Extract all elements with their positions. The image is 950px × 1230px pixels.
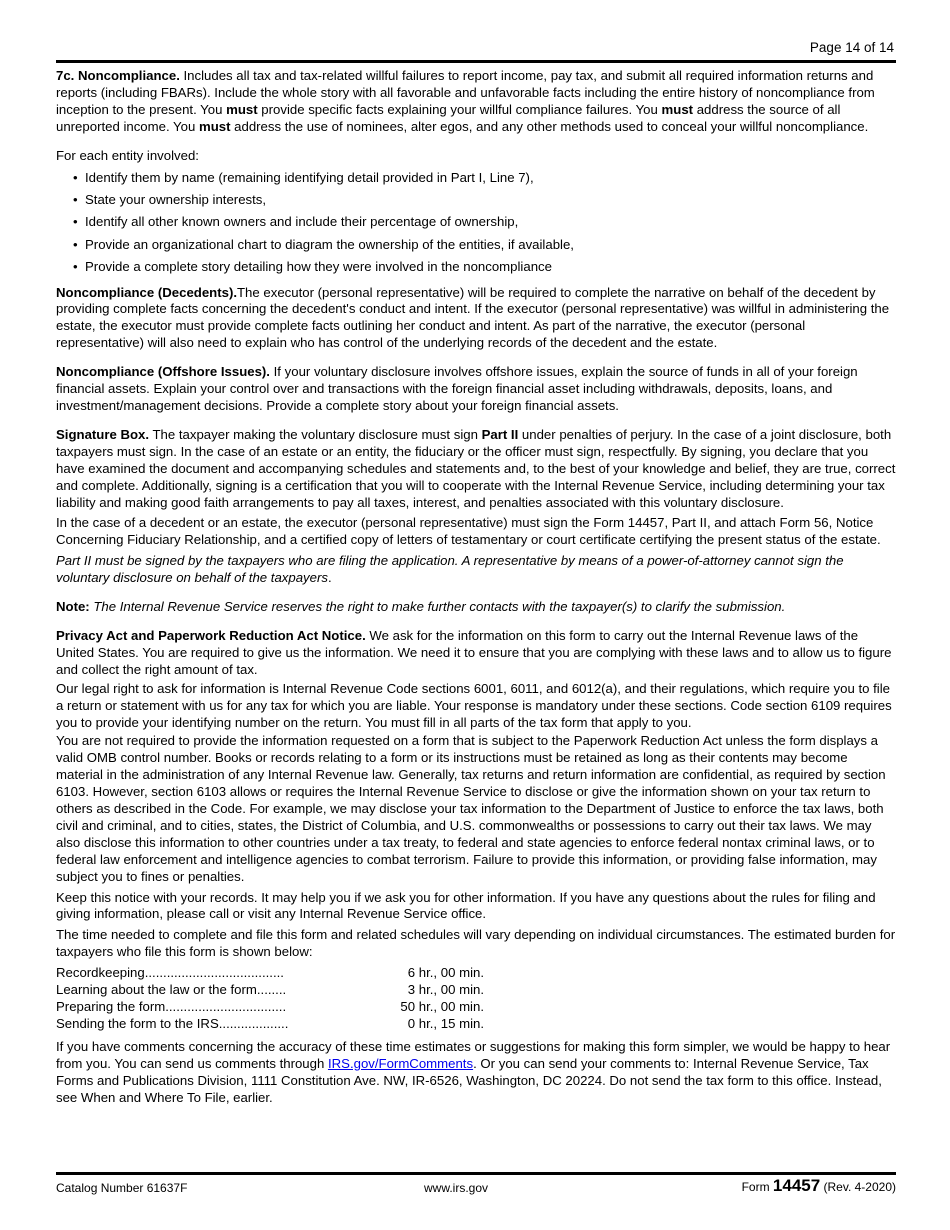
section-7c-noncompliance: 7c. Noncompliance. Includes all tax and tax-related willful failures to report income, pay tax, and submit all required information returns and reports (including FBARs). Include the whole story with all favorable and unfavorable facts including the entire history of noncompliance from inception to the present. You must provide specific facts explaining your willful compliance failures. You must address the source of all unreported income. You must address the use of nominees, alter egos, and any other methods used to conceal your willful noncompliance. <box>56 68 875 134</box>
list-item: • Identify them by name (remaining identifying detail provided in Part I, Line 7), <box>73 167 896 189</box>
page-number: Page 14 of 14 <box>809 40 894 55</box>
list-item: • Provide an organizational chart to diagram the ownership of the entities, if available, <box>73 234 896 256</box>
form-comments-link[interactable]: IRS.gov/FormComments <box>327 1055 474 1071</box>
entity-requirements-list <box>56 167 896 279</box>
privacy-time-estimate: The time needed to complete and file this form and related schedules will vary depending on individual circumstances. The estimated burden for taxpayers who file this form is shown below: <box>56 927 896 960</box>
form-number: 14457 <box>772 1176 821 1195</box>
table-row <box>56 999 484 1016</box>
footer-rule <box>56 1172 896 1175</box>
list-item: • Identify all other known owners and include their percentage of ownership, <box>73 211 896 233</box>
entity-intro: For each entity involved: <box>56 147 199 163</box>
comments-paragraph: If you have comments concerning the accuracy of these time estimates or suggestions for making this form simpler, we would be happy to hear from you. You can send us comments through IRS.gov/FormComments. Or you can send your comments to: Internal Revenue Service, Tax Forms and Publications Division, 1111 Constitution Ave. NW, IR-6526, Washington, DC 20224. Do not send the tax form to this office. Instead, see When and Where To File, earlier. <box>56 1038 891 1105</box>
burden-task: Learning about the law or the form........ <box>56 982 287 998</box>
burden-task: Recordkeeping...................................... <box>56 965 284 981</box>
catalog-number: Catalog Number 61637F <box>56 1181 188 1195</box>
burden-task: Preparing the form................................. <box>56 999 287 1014</box>
burden-time: 6 hr., 00 min. <box>407 965 484 981</box>
burden-time: 0 hr., 15 min. <box>407 1015 484 1031</box>
section-7c-title: 7c. Noncompliance. <box>56 68 180 83</box>
privacy-keep-notice: Keep this notice with your records. It may help you if we ask you for other information. If you have any questions about the rules for filing and giving information, please call or visit any Internal Revenue Service office. <box>56 889 876 922</box>
privacy-legal-right: Our legal right to ask for information is Internal Revenue Code sections 6001, 6011, and 6012(a), and their regulations, which require you to file a return or statement with us for any tax for which you are liable. Your response is mandatory under these sections. Code section 6109 requires you to provide your identifying number on the return. You must fill in all parts of the tax form that apply to you. <box>56 680 892 730</box>
note-paragraph: Note: The Internal Revenue Service reserves the right to make further contacts with the taxpayer(s) to clarify the submission. <box>56 599 786 615</box>
table-row <box>56 965 484 982</box>
burden-task: Sending the form to the IRS................... <box>56 1015 289 1031</box>
privacy-title: Privacy Act and Paperwork Reduction Act Notice. <box>56 627 366 643</box>
burden-time: 50 hr., 00 min. <box>400 999 484 1014</box>
instructions-body <box>56 68 896 1112</box>
table-row <box>56 982 484 999</box>
decedent-signature-paragraph: In the case of a decedent or an estate, the executor (personal representative) must sign the Form 14457, Part II, and attach Form 56, Notice Concerning Fiduciary Relationship, and a certified copy of letters of testamentary or court certificate certifying the present status of the estate. <box>56 515 881 548</box>
offshore-title: Noncompliance (Offshore Issues). <box>56 364 270 380</box>
note-label: Note: <box>56 599 90 615</box>
header-rule <box>56 60 896 63</box>
burden-time: 3 hr., 00 min. <box>407 982 484 998</box>
form-identifier: Form 14457 (Rev. 4-2020) <box>741 1176 896 1195</box>
irs-website: www.irs.gov <box>424 1181 489 1195</box>
list-item: • Provide a complete story detailing how they were involved in the noncompliance <box>73 256 896 278</box>
decedents-title: Noncompliance (Decedents). <box>56 284 237 300</box>
part-ii-signing-note: Part II must be signed by the taxpayers who are filing the application. A representative by means of a power-of-attorney cannot sign the voluntary disclosure on behalf of the taxpayers. <box>56 553 844 586</box>
noncompliance-offshore: Noncompliance (Offshore Issues). If your voluntary disclosure involves offshore issues, explain the source of funds in all of your foreign financial assets. Explain your control over and transactions with the foreign financial asset including withdrawals, deposits, loans, and investment/management decisions. Provide a complete story about your foreign financial assets. <box>56 364 858 413</box>
noncompliance-decedents: Noncompliance (Decedents).The executor (personal representative) will be required to complete the narrative on behalf of the decedent by providing complete facts concerning the decedent's conduct and intent. If the executor (personal representative) was willful in administering the estate, the executor must provide complete facts outlining her conduct and intent. As part of the narrative, the executor (personal representative) will also need to explain who has control of the underlying records of the decedent and the estate. <box>56 284 890 351</box>
signature-box-paragraph: Signature Box. The taxpayer making the voluntary disclosure must sign Part II under penalties of perjury. In the case of a joint disclosure, both taxpayers must sign. In the case of an estate or an entity, the fiduciary or the officer must sign, respectfully. By signing, you declare that you have examined the document and accompanying schedules and statements and, to the best of your knowledge and belief, they are true, correct and complete. Additionally, signing is a certification that you will to cooperate with the Internal Revenue Service, including determining your tax liability and making good faith arrangements to pay all taxes, interest, and penalties associated with this voluntary disclosure. <box>56 426 896 510</box>
list-item: • State your ownership interests, <box>73 189 896 211</box>
table-row <box>56 1016 484 1033</box>
burden-table <box>56 965 484 1033</box>
privacy-notice-intro: Privacy Act and Paperwork Reduction Act Notice. We ask for the information on this form to carry out the Internal Revenue laws of the United States. You are required to give us the information. We need it to ensure that you are complying with these laws and to allow us to figure and collect the right amount of tax. <box>56 627 892 677</box>
privacy-omb-paragraph: You are not required to provide the information requested on a form that is subject to the Paperwork Reduction Act unless the form displays a valid OMB control number. Books or records relating to a form or its instructions must be retained as long as their contents may become material in the administration of any Internal Revenue law. Generally, tax returns and return information are confidential, as required by section 6103. However, section 6103 allows or requires the Internal Revenue Service to disclose or give the information shown on your tax return to others as described in the Code. For example, we may disclose your tax information to the Department of Justice to enforce the tax laws, both civil and criminal, and to cities, states, the District of Columbia, and U.S. commonwealths or possessions to carry out their tax laws. We may also disclose this information to other countries under a tax treaty, to federal and state agencies to enforce federal nontax criminal laws, or to federal law enforcement and intelligence agencies to combat terrorism. Failure to provide this information, or providing false information, may subject you to fines or penalties. <box>56 733 886 884</box>
signature-title: Signature Box. <box>56 426 150 442</box>
